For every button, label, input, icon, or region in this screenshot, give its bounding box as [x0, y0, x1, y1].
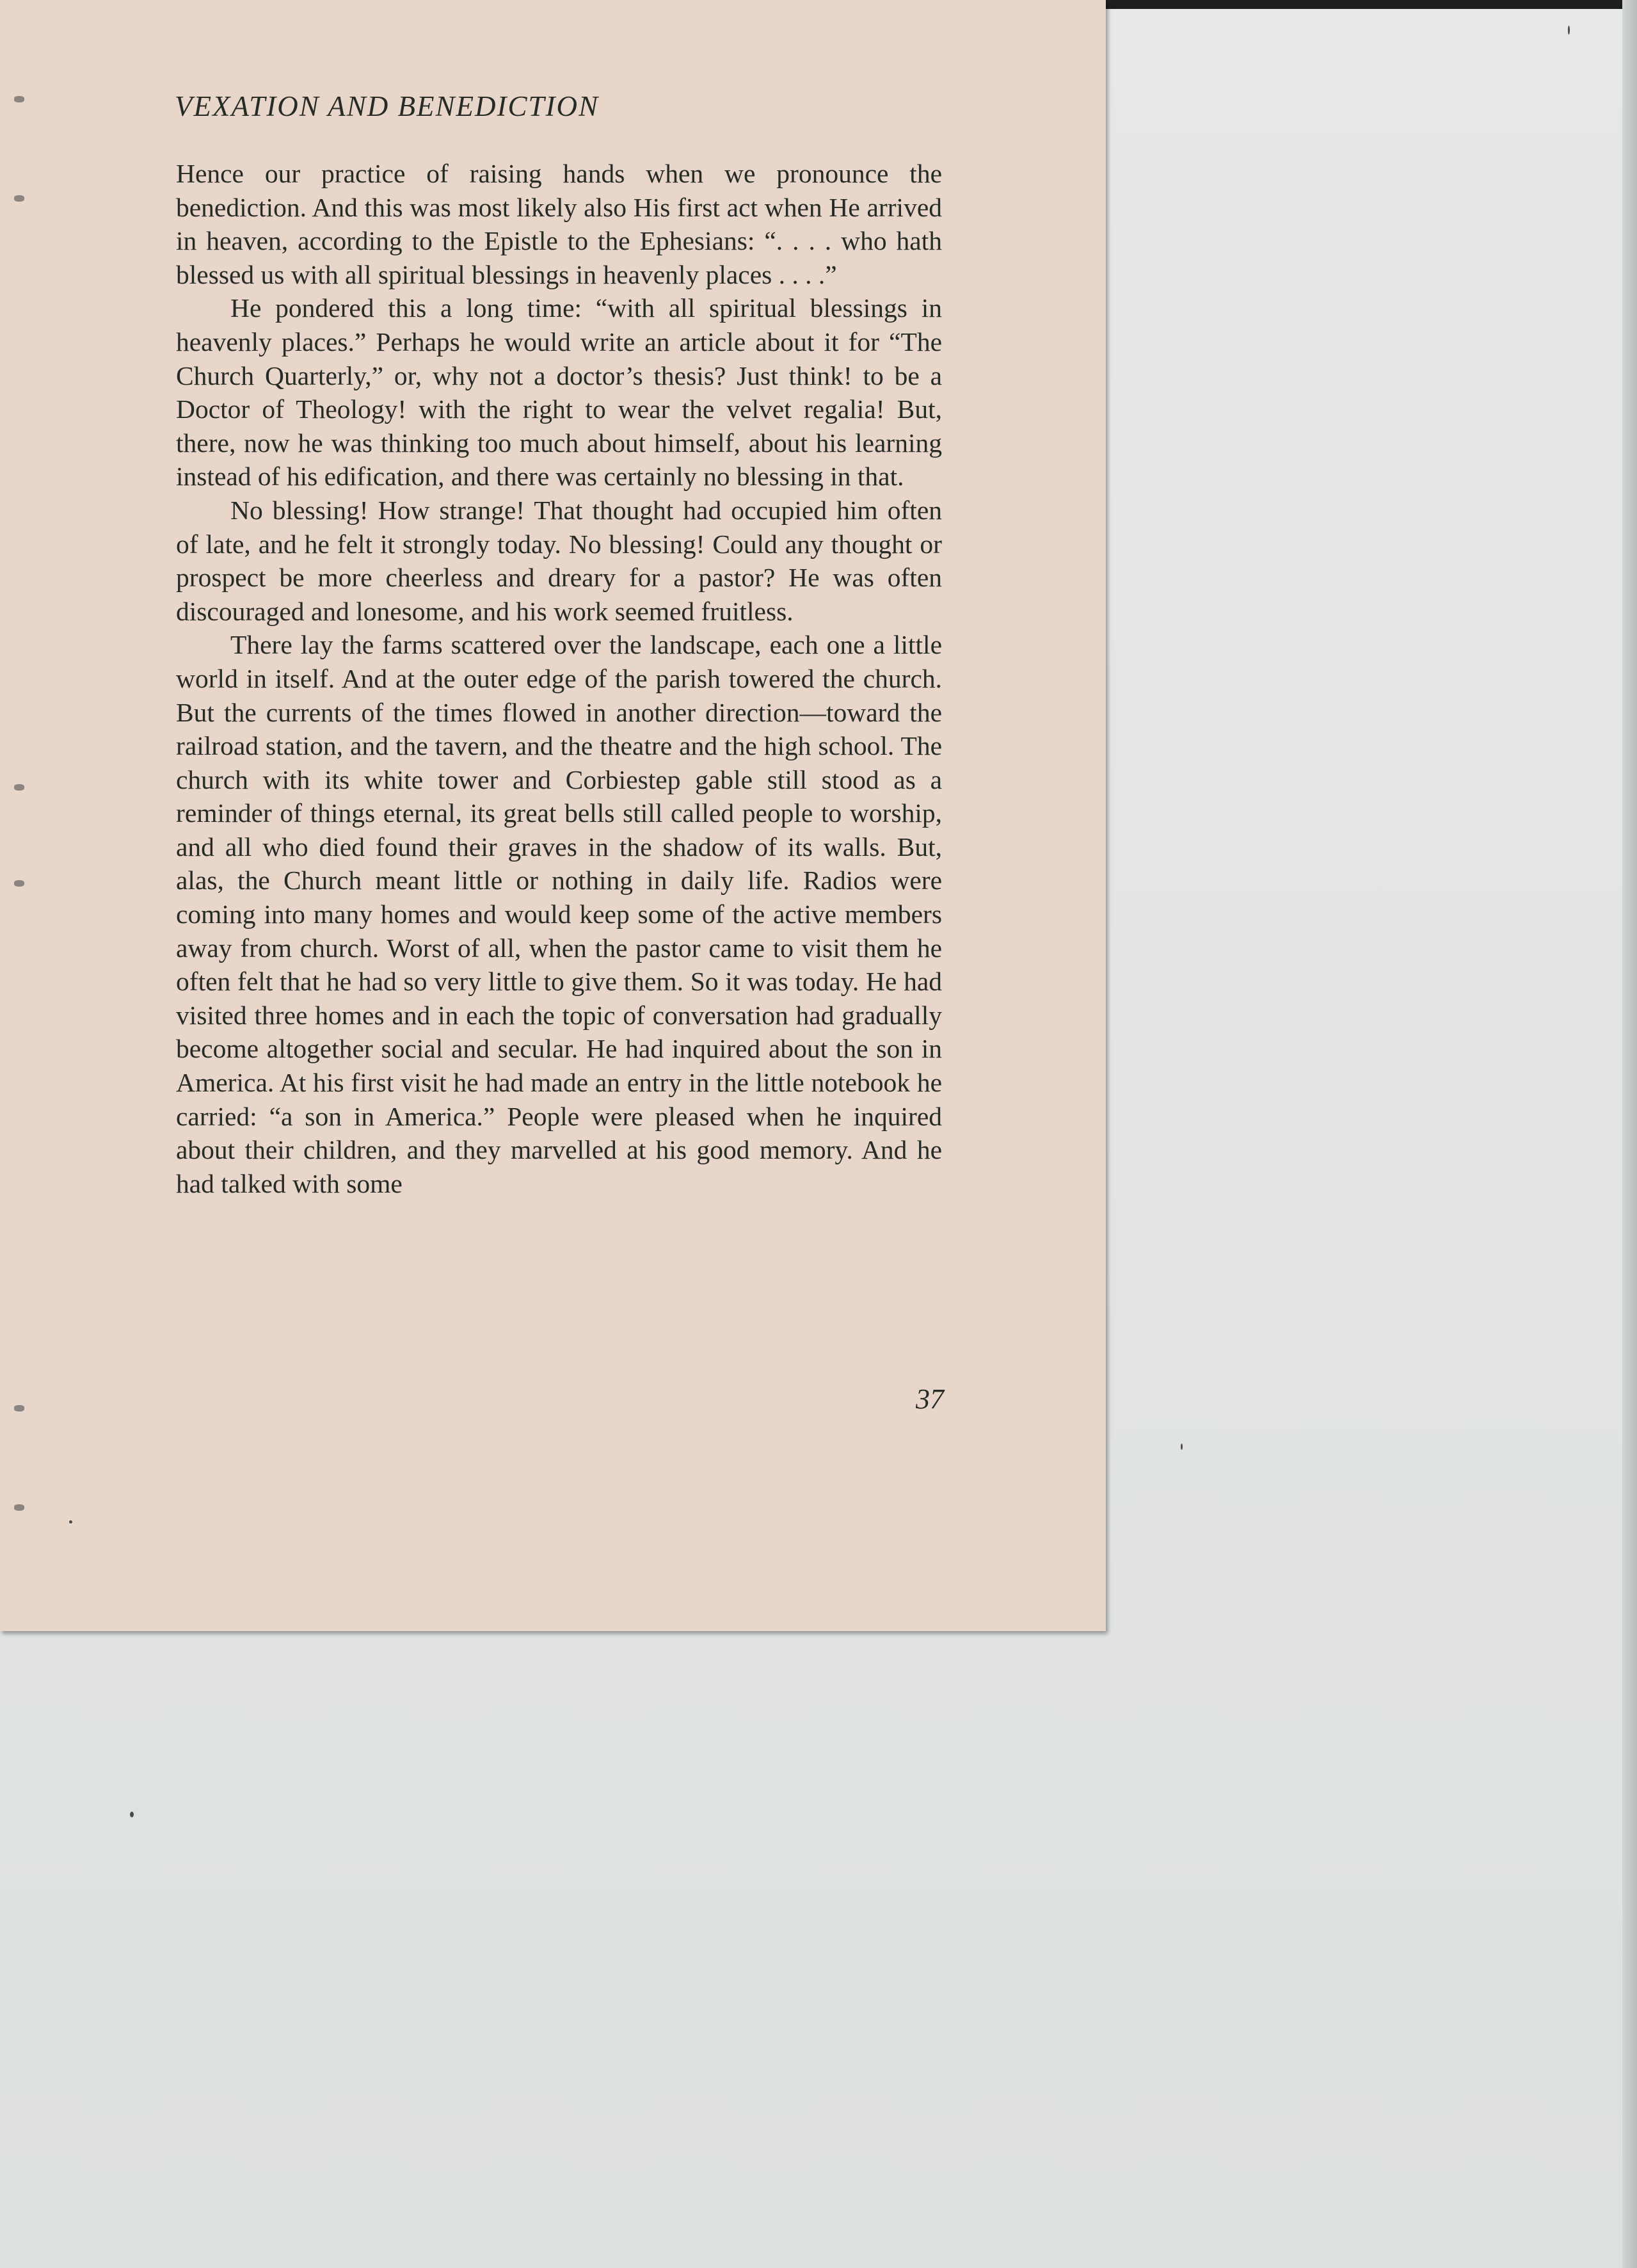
binding-mark [14, 195, 24, 202]
page-number: 37 [916, 1383, 944, 1415]
paragraph: No blessing! How strange! That thought had occupied him often of late, and he felt it strongly today. No blessing! Could any thought or prospect be more cheerless and dreary for a pastor? He was often discouraged and lonesome, and his work seemed fruitless. [176, 495, 942, 626]
body-text [176, 157, 942, 1200]
binding-mark [14, 1405, 24, 1411]
running-head: VEXATION AND BENEDICTION [175, 90, 599, 122]
dust-speck [69, 1520, 72, 1524]
dust-speck [1181, 1444, 1183, 1450]
dust-speck [130, 1812, 134, 1817]
scanner-edge [1622, 0, 1637, 2268]
binding-mark [14, 784, 24, 791]
binding-mark [14, 96, 24, 102]
binding-mark [14, 1504, 24, 1511]
dust-speck [1568, 26, 1570, 35]
scanner-lid-shadow [1101, 0, 1637, 9]
paragraph: Hence our practice of raising hands when we pronounce the benediction. And this was most likely also His first act when He arrived in heaven, according to the Epistle to the Ephesians: “. . . . who hath blessed us with all spiritual blessings in heavenly places . . . .” [176, 159, 942, 289]
paragraph: He pondered this a long time: “with all spiritual blessings in heavenly places.” Perhaps he would write an article about it for “The Church Quarterly,” or, why not a doctor’s thesis? Just think! to be a Doctor of Theology! with the right to wear the velvet regalia! But, there, now he was thinking too much about himself, about his learning instead of his edification, and there was certainly no blessing in that. [176, 293, 942, 492]
binding-mark [14, 880, 24, 887]
book-page [0, 0, 1106, 1631]
paragraph: There lay the farms scattered over the landscape, each one a little world in itself. And at the outer edge of the parish towered the church. But the currents of the times flowed in another direction—toward the railroad station, and the tavern, and the theatre and the high school. The church with its white tower and Corbiestep gable still stood as a reminder of things eternal, its great bells still called people to worship, and all who died found their graves in the shadow of its walls. But, alas, the Church meant little or nothing in daily life. Radios were coming into many homes and would keep some of the active members away from church. Worst of all, when the pastor came to visit them he often felt that he had so very little to give them. So it was today. He had visited three homes and in each the topic of conversation had gradually become altogether social and secular. He had inquired about the son in America. At his first visit he had made an entry in the little notebook he carried: “a son in America.” People were pleased when he inquired about their children, and they marvelled at his good memory. And he had talked with some [176, 630, 942, 1198]
